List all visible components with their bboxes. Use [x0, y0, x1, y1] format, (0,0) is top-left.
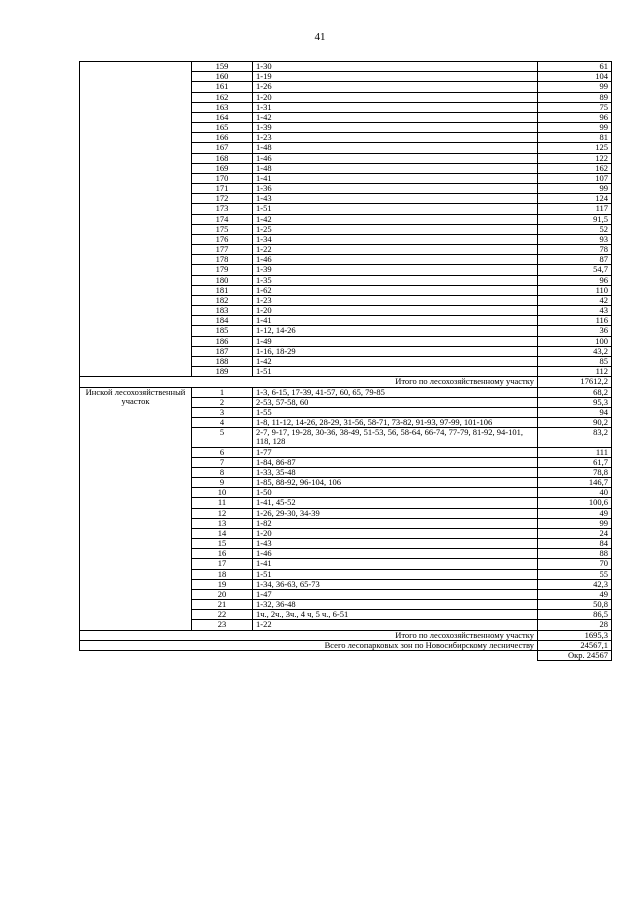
quarter-number: 16: [192, 549, 253, 559]
area-value: 61: [538, 62, 612, 72]
subtotal-value: 17612,2: [538, 377, 612, 387]
allotment-list: 1-84, 86-87: [253, 457, 538, 467]
quarter-number: 3: [192, 407, 253, 417]
quarter-number: 176: [192, 234, 253, 244]
area-value: 40: [538, 488, 612, 498]
allotment-list: 1-31: [253, 102, 538, 112]
quarter-number: 10: [192, 488, 253, 498]
area-value: 90,2: [538, 418, 612, 428]
allotment-list: 1-36: [253, 184, 538, 194]
quarter-number: 174: [192, 214, 253, 224]
quarter-number: 189: [192, 367, 253, 377]
allotment-list: 1-35: [253, 275, 538, 285]
area-value: 36: [538, 326, 612, 336]
allotment-list: 1-41: [253, 316, 538, 326]
subtotal-value: 1695,3: [538, 630, 612, 640]
area-value: 24: [538, 528, 612, 538]
area-value: 28: [538, 620, 612, 630]
allotment-list: 1-50: [253, 488, 538, 498]
area-value: 49: [538, 508, 612, 518]
grand-total-row: [80, 640, 612, 650]
allotment-list: 1-62: [253, 285, 538, 295]
area-value: 112: [538, 367, 612, 377]
area-value: 146,7: [538, 478, 612, 488]
allotment-list: 1-46: [253, 255, 538, 265]
quarter-number: 188: [192, 356, 253, 366]
quarter-number: 170: [192, 173, 253, 183]
allotment-list: 1-39: [253, 123, 538, 133]
allotment-list: 1-19: [253, 72, 538, 82]
area-value: 83,2: [538, 428, 612, 447]
area-value: 104: [538, 72, 612, 82]
quarter-number: 22: [192, 610, 253, 620]
area-value: 85: [538, 356, 612, 366]
allotment-list: 1-77: [253, 447, 538, 457]
quarter-number: 20: [192, 589, 253, 599]
forest-area-table: [79, 61, 612, 661]
area-value: 88: [538, 549, 612, 559]
allotment-list: 1-30: [253, 62, 538, 72]
area-value: 99: [538, 518, 612, 528]
rounded-total-row: [80, 650, 612, 660]
quarter-number: 4: [192, 418, 253, 428]
area-value: 54,7: [538, 265, 612, 275]
allotment-list: 1-46: [253, 153, 538, 163]
area-value: 99: [538, 184, 612, 194]
quarter-number: 15: [192, 539, 253, 549]
allotment-list: 1-39: [253, 265, 538, 275]
subtotal-row: [80, 377, 612, 387]
area-value: 116: [538, 316, 612, 326]
quarter-number: 173: [192, 204, 253, 214]
quarter-number: 11: [192, 498, 253, 508]
area-value: 89: [538, 92, 612, 102]
area-value: 42: [538, 295, 612, 305]
quarter-number: 21: [192, 600, 253, 610]
allotment-list: 1-42: [253, 356, 538, 366]
allotment-list: 1ч., 2ч., 3ч., 4 ч, 5 ч., 6-51: [253, 610, 538, 620]
allotment-list: 1-26: [253, 82, 538, 92]
allotment-list: 1-51: [253, 367, 538, 377]
allotment-list: 1-55: [253, 407, 538, 417]
quarter-number: 177: [192, 245, 253, 255]
quarter-number: 8: [192, 467, 253, 477]
allotment-list: 1-46: [253, 549, 538, 559]
quarter-number: 162: [192, 92, 253, 102]
allotment-list: 1-12, 14-26: [253, 326, 538, 336]
allotment-list: 1-82: [253, 518, 538, 528]
allotment-list: 1-42: [253, 112, 538, 122]
allotment-list: 1-34: [253, 234, 538, 244]
area-value: 100: [538, 336, 612, 346]
allotment-list: 1-8, 11-12, 14-26, 28-29, 31-56, 58-71, 73-82, 91-93, 97-99, 101-106: [253, 418, 538, 428]
allotment-list: 1-41: [253, 559, 538, 569]
area-value: 107: [538, 173, 612, 183]
allotment-list: 1-43: [253, 194, 538, 204]
allotment-list: 1-20: [253, 528, 538, 538]
allotment-list: 1-85, 88-92, 96-104, 106: [253, 478, 538, 488]
allotment-list: 1-43: [253, 539, 538, 549]
quarter-number: 179: [192, 265, 253, 275]
quarter-number: 17: [192, 559, 253, 569]
quarter-number: 19: [192, 579, 253, 589]
quarter-number: 14: [192, 528, 253, 538]
area-value: 87: [538, 255, 612, 265]
quarter-number: 1: [192, 387, 253, 397]
allotment-list: 1-51: [253, 204, 538, 214]
quarter-number: 182: [192, 295, 253, 305]
quarter-number: 175: [192, 224, 253, 234]
plot-name-cell: Инской лесохозяйственный участок: [80, 387, 192, 630]
area-value: 42,3: [538, 579, 612, 589]
allotment-list: 1-23: [253, 133, 538, 143]
area-value: 124: [538, 194, 612, 204]
allotment-list: 1-26, 29-30, 34-39: [253, 508, 538, 518]
quarter-number: 167: [192, 143, 253, 153]
quarter-number: 168: [192, 153, 253, 163]
area-value: 52: [538, 224, 612, 234]
subtotal-label: Итого по лесохозяйственному участку: [80, 377, 538, 387]
allotment-list: 1-22: [253, 245, 538, 255]
quarter-number: 186: [192, 336, 253, 346]
area-value: 81: [538, 133, 612, 143]
quarter-number: 23: [192, 620, 253, 630]
area-value: 78,8: [538, 467, 612, 477]
empty-cell: [80, 650, 538, 660]
area-value: 125: [538, 143, 612, 153]
allotment-list: 1-48: [253, 163, 538, 173]
allotment-list: 1-23: [253, 295, 538, 305]
quarter-number: 13: [192, 518, 253, 528]
quarter-number: 166: [192, 133, 253, 143]
block-1-body: [80, 62, 612, 388]
subtotal-row: [80, 630, 612, 640]
allotment-list: 1-41: [253, 173, 538, 183]
allotment-list: 1-16, 18-29: [253, 346, 538, 356]
quarter-number: 159: [192, 62, 253, 72]
table-row: [80, 62, 612, 72]
area-value: 55: [538, 569, 612, 579]
allotment-list: 1-20: [253, 92, 538, 102]
quarter-number: 184: [192, 316, 253, 326]
area-value: 70: [538, 559, 612, 569]
allotment-list: 1-25: [253, 224, 538, 234]
quarter-number: 160: [192, 72, 253, 82]
area-value: 75: [538, 102, 612, 112]
allotment-list: 2-53, 57-58, 60: [253, 397, 538, 407]
grand-total-value: 24567,1: [538, 640, 612, 650]
area-value: 110: [538, 285, 612, 295]
plot-name-cell: [80, 62, 192, 377]
rounded-total-value: Окр. 24567: [538, 650, 612, 660]
allotment-list: 1-33, 35-48: [253, 467, 538, 477]
quarter-number: 181: [192, 285, 253, 295]
grand-total-label: Всего лесопарковых зон по Новосибирскому лесничеству: [80, 640, 538, 650]
allotment-list: 2-7, 9-17, 19-28, 30-36, 38-49, 51-53, 56, 58-64, 66-74, 77-79, 81-92, 94-101, 118, 128: [253, 428, 538, 447]
quarter-number: 185: [192, 326, 253, 336]
quarter-number: 5: [192, 428, 253, 447]
area-value: 91,5: [538, 214, 612, 224]
allotment-list: 1-49: [253, 336, 538, 346]
allotment-list: 1-48: [253, 143, 538, 153]
allotment-list: 1-42: [253, 214, 538, 224]
allotment-list: 1-47: [253, 589, 538, 599]
quarter-number: 171: [192, 184, 253, 194]
allotment-list: 1-20: [253, 306, 538, 316]
page-number: 41: [314, 31, 326, 43]
grand-total-body: [80, 640, 612, 660]
quarter-number: 165: [192, 123, 253, 133]
quarter-number: 9: [192, 478, 253, 488]
area-value: 100,6: [538, 498, 612, 508]
allotment-list: 1-32, 36-48: [253, 600, 538, 610]
quarter-number: 163: [192, 102, 253, 112]
allotment-list: 1-22: [253, 620, 538, 630]
quarter-number: 172: [192, 194, 253, 204]
area-value: 99: [538, 123, 612, 133]
allotment-list: 1-3, 6-15, 17-39, 41-57, 60, 65, 79-85: [253, 387, 538, 397]
area-value: 94: [538, 407, 612, 417]
area-value: 68,2: [538, 387, 612, 397]
table-row: [80, 387, 612, 397]
area-value: 93: [538, 234, 612, 244]
area-value: 96: [538, 112, 612, 122]
subtotal-label: Итого по лесохозяйственному участку: [80, 630, 538, 640]
area-value: 86,5: [538, 610, 612, 620]
area-value: 117: [538, 204, 612, 214]
allotment-list: 1-51: [253, 569, 538, 579]
quarter-number: 164: [192, 112, 253, 122]
area-value: 95,3: [538, 397, 612, 407]
area-value: 84: [538, 539, 612, 549]
area-value: 96: [538, 275, 612, 285]
block-2-body: [80, 387, 612, 640]
quarter-number: 18: [192, 569, 253, 579]
quarter-number: 6: [192, 447, 253, 457]
quarter-number: 12: [192, 508, 253, 518]
area-value: 162: [538, 163, 612, 173]
quarter-number: 187: [192, 346, 253, 356]
quarter-number: 183: [192, 306, 253, 316]
area-value: 43,2: [538, 346, 612, 356]
area-value: 111: [538, 447, 612, 457]
quarter-number: 178: [192, 255, 253, 265]
area-value: 50,8: [538, 600, 612, 610]
allotment-list: 1-34, 36-63, 65-73: [253, 579, 538, 589]
area-value: 122: [538, 153, 612, 163]
quarter-number: 7: [192, 457, 253, 467]
quarter-number: 169: [192, 163, 253, 173]
area-value: 49: [538, 589, 612, 599]
area-value: 99: [538, 82, 612, 92]
area-value: 61,7: [538, 457, 612, 467]
area-value: 78: [538, 245, 612, 255]
allotment-list: 1-41, 45-52: [253, 498, 538, 508]
area-value: 43: [538, 306, 612, 316]
quarter-number: 2: [192, 397, 253, 407]
quarter-number: 180: [192, 275, 253, 285]
quarter-number: 161: [192, 82, 253, 92]
